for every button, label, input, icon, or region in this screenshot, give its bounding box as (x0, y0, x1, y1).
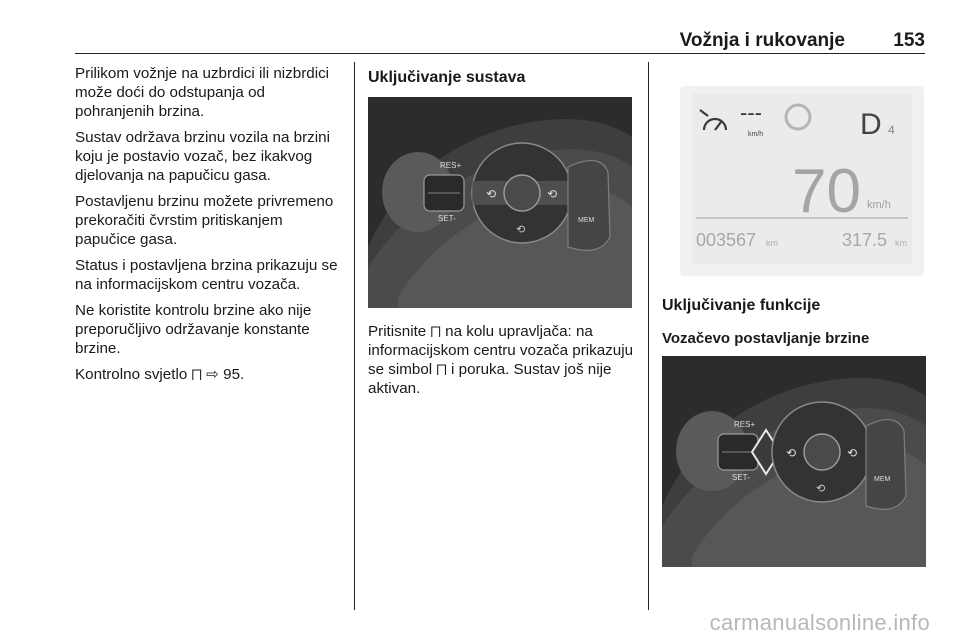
cruise-control-icon: ⨅ (430, 324, 441, 339)
svg-text:⟲: ⟲ (786, 446, 797, 460)
header-divider (75, 53, 925, 54)
res-label: RES+ (440, 161, 462, 170)
section-heading: Uključivanje funkcije (662, 297, 821, 314)
gear-number: 4 (888, 123, 895, 137)
svg-text:⟲: ⟲ (516, 223, 526, 236)
instrument-cluster-figure (680, 86, 924, 276)
mem-label: MEM (578, 217, 595, 224)
odometer-unit: km (766, 238, 778, 248)
reference-text: Kontrolno svjetlo (75, 366, 188, 383)
cruise-control-icon (700, 110, 726, 130)
svg-text:⟲: ⟲ (547, 187, 558, 201)
page-header (75, 30, 925, 52)
speed-unit: km/h (867, 199, 891, 211)
current-speed: 70 (792, 157, 861, 226)
reference-line (75, 365, 343, 384)
column-1 (75, 64, 343, 391)
odometer-value: 003567 (696, 230, 757, 250)
section-heading: Uključivanje sustava (368, 69, 526, 86)
gear-indicator: D (860, 108, 882, 141)
watermark: carmanualsonline.info (709, 610, 930, 635)
speed-unit-small: km/h (748, 131, 764, 138)
speed-dashes: --- (740, 100, 762, 125)
paragraph: Prilikom vožnje na uzbrdici ili nizbrdici može doći do odstupanja od pohranjenih brzina. (75, 65, 330, 120)
paragraph: Pritisnite ⨅ na kolu upravljača: na informacijskom centru vozača prikazuju se simbol ⨅ i poruka. Sustav još nije aktivan. (368, 323, 634, 397)
cruise-control-icon: ⨅ (436, 362, 447, 377)
chapter-title: Vožnja i rukovanje (679, 30, 845, 51)
page-reference-arrow-icon: ⇨ (206, 366, 219, 383)
subsection-heading: Vozačevo postavljanje brzine (662, 330, 870, 347)
set-label: SET- (732, 473, 750, 482)
status-ring-icon (786, 105, 810, 129)
paragraph: Ne koristite kontrolu brzine ako nije preporučljivo održavanje konstante brzine. (75, 302, 312, 357)
page-number: 153 (893, 30, 925, 51)
res-label: RES+ (734, 420, 756, 429)
paragraph: Sustav održava brzinu vozila na brzini koju je postavio vozač, bez ikakvog djelovanja na papučicu gasa. (75, 129, 330, 184)
set-label: SET- (438, 214, 456, 223)
column-divider-1 (354, 62, 355, 610)
column-3 (662, 292, 927, 567)
paragraph: Postavljenu brzinu možete privremeno prekoračiti čvrstim pritiskanjem papučice gasa. (75, 193, 334, 248)
svg-text:⟲: ⟲ (847, 446, 858, 460)
svg-text:⟲: ⟲ (486, 187, 497, 201)
steering-wheel-figure (368, 97, 632, 308)
trip-unit: km (895, 238, 907, 248)
paragraph: Status i postavljena brzina prikazuju se na informacijskom centru vozača. (75, 257, 338, 293)
mem-label: MEM (874, 476, 891, 483)
page-reference-link[interactable]: 95. (223, 366, 245, 383)
trip-value: 317.5 (842, 230, 888, 250)
column-divider-2 (648, 62, 649, 610)
steering-wheel-set-figure (662, 356, 926, 567)
cruise-control-icon: ⨅ (191, 367, 202, 382)
svg-text:⟲: ⟲ (816, 482, 826, 495)
column-2 (368, 64, 636, 405)
